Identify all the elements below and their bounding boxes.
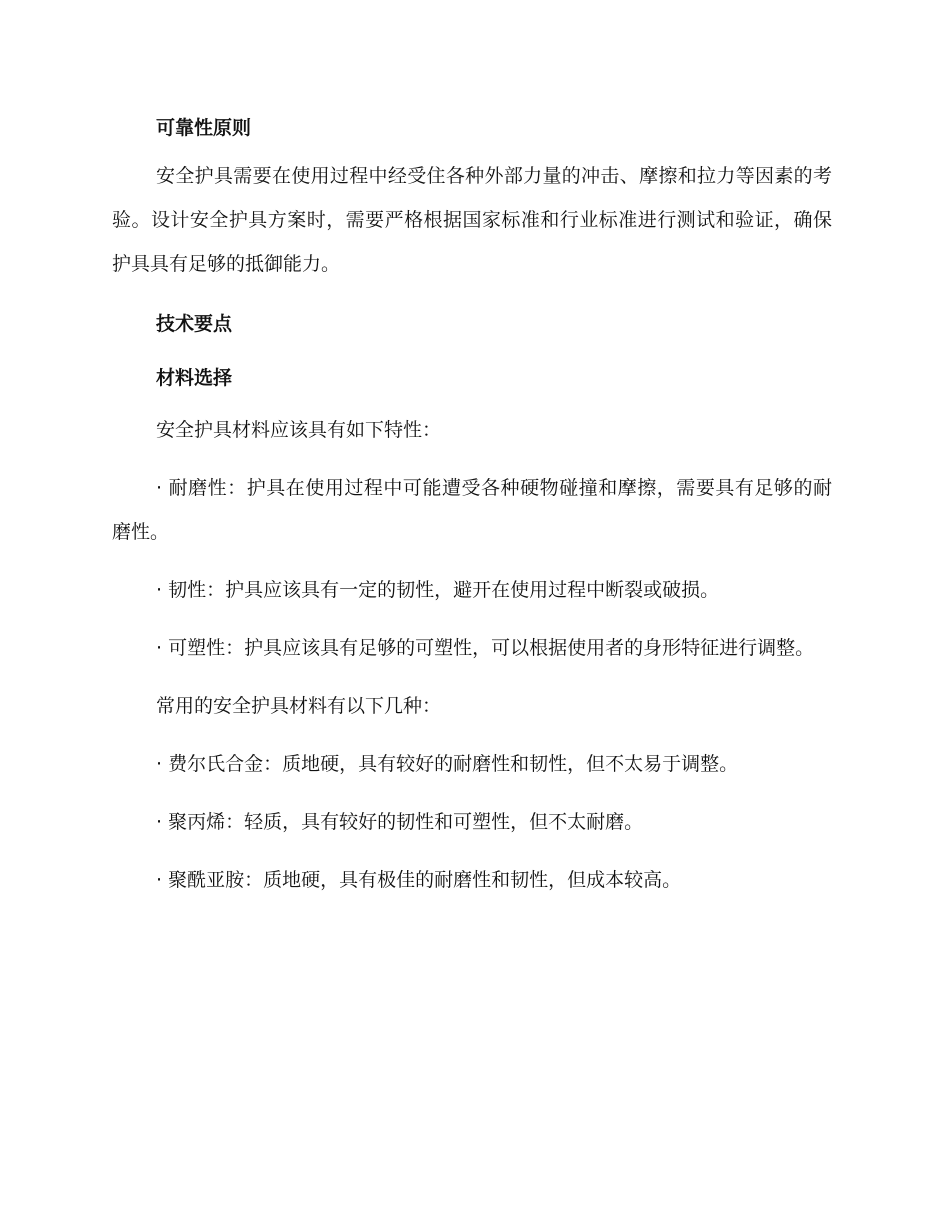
paragraph-properties-intro: 安全护具材料应该具有如下特性： <box>156 419 442 441</box>
section-heading-reliability: 可靠性原则 <box>156 117 252 139</box>
list-item-polyimide: · 聚酰亚胺：质地硬，具有极佳的耐磨性和韧性，但成本较高。 <box>156 869 682 891</box>
list-item-wear-resistance: · 耐磨性：护具在使用过程中可能遭受各种硬物碰撞和摩擦，需要具有足够的耐磨性。 <box>112 477 832 543</box>
list-item-alloy: · 费尔氏合金：质地硬，具有较好的耐磨性和韧性，但不太易于调整。 <box>156 753 739 775</box>
section-heading-materials: 材料选择 <box>156 367 233 389</box>
document-body <box>112 112 832 902</box>
paragraph-reliability: 安全护具需要在使用过程中经受住各种外部力量的冲击、摩擦和拉力等因素的考验。设计安全护具方案时，需要严格根据国家标准和行业标准进行测试和验证，确保护具具有足够的抵御能力。 <box>112 165 832 275</box>
list-item-toughness: · 韧性：护具应该具有一定的韧性，避开在使用过程中断裂或破损。 <box>156 579 720 601</box>
paragraph-materials-intro: 常用的安全护具材料有以下几种： <box>156 695 442 717</box>
list-item-polypropylene: · 聚丙烯：轻质，具有较好的韧性和可塑性，但不太耐磨。 <box>156 811 644 833</box>
list-item-plasticity: · 可塑性：护具应该具有足够的可塑性，可以根据使用者的身形特征进行调整。 <box>156 637 815 659</box>
section-heading-technical: 技术要点 <box>156 313 233 335</box>
